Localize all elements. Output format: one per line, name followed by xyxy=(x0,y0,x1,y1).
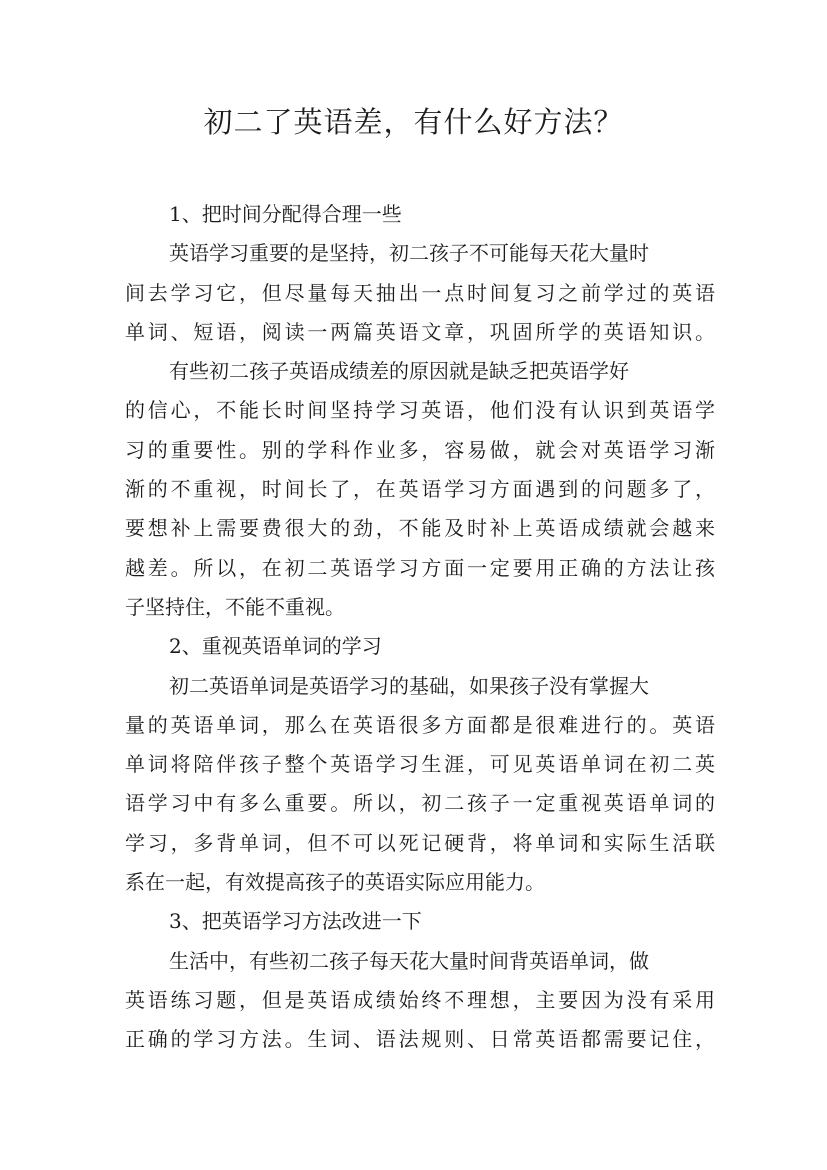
paragraph-line xyxy=(125,706,715,745)
text-line: 1、把时间分配得合理一些 xyxy=(169,202,402,226)
paragraph-line xyxy=(125,470,715,509)
paragraph-line xyxy=(125,391,715,430)
document-body xyxy=(125,195,715,1060)
paragraph-line xyxy=(125,234,715,273)
text-line: 英语学习重要的是坚持，初二孩子不可能每天花大量时 xyxy=(169,241,649,266)
text-line: 2、重视英语单词的学习 xyxy=(169,634,382,659)
paragraph-line xyxy=(125,431,715,470)
text-line: 量的英语单词，那么在英语很多方面都是很难进行的。英语 xyxy=(125,712,715,737)
paragraph-line xyxy=(125,509,715,548)
text-line: 单词、短语，阅读一两篇英语文章，巩固所学的英语知识。 xyxy=(125,319,715,344)
text-line: 要想补上需要费很大的劲，不能及时补上英语成绩就会越来 xyxy=(125,516,715,541)
paragraph-line xyxy=(125,1020,715,1059)
text-line: 间去学习它，但尽量每天抽出一点时间复习之前学过的英语 xyxy=(125,280,715,305)
text-line: 系在一起，有效提高孩子的英语实际应用能力。 xyxy=(125,870,545,895)
section-heading-1 xyxy=(125,195,715,234)
paragraph-line xyxy=(125,863,715,902)
text-line: 单词将陪伴孩子整个英语学习生涯，可见英语单词在初二英 xyxy=(125,752,715,777)
text-line: 的信心，不能长时间坚持学习英语，他们没有认识到英语学 xyxy=(125,398,715,423)
paragraph-line xyxy=(125,588,715,627)
section-heading-2 xyxy=(125,627,715,666)
text-line: 生活中，有些初二孩子每天花大量时间背英语单词，做 xyxy=(169,948,649,973)
paragraph-line xyxy=(125,274,715,313)
paragraph-line xyxy=(125,981,715,1020)
paragraph-line xyxy=(125,352,715,391)
text-line: 学习，多背单词，但不可以死记硬背，将单词和实际生活联 xyxy=(125,830,715,855)
text-line: 越差。所以，在初二英语学习方面一定要用正确的方法让孩 xyxy=(125,555,715,580)
paragraph-line xyxy=(125,942,715,981)
text-line: 子坚持住，不能不重视。 xyxy=(125,594,345,619)
text-line: 习的重要性。别的学科作业多，容易做，就会对英语学习渐 xyxy=(125,437,715,462)
paragraph-line xyxy=(125,549,715,588)
section-heading-3 xyxy=(125,902,715,941)
text-line: 3、把英语学习方法改进一下 xyxy=(169,909,422,934)
text-line: 正确的学习方法。生词、语法规则、日常英语都需要记住， xyxy=(125,1027,715,1052)
text-line: 有些初二孩子英语成绩差的原因就是缺乏把英语学好 xyxy=(169,359,629,384)
document-title: 初二了英语差，有什么好方法？ xyxy=(203,105,624,139)
paragraph-line xyxy=(125,667,715,706)
text-line: 初二英语单词是英语学习的基础，如果孩子没有掌握大 xyxy=(169,673,649,698)
paragraph-line xyxy=(125,745,715,784)
paragraph-line xyxy=(125,313,715,352)
text-line: 语学习中有多么重要。所以，初二孩子一定重视英语单词的 xyxy=(125,791,715,816)
text-line: 英语练习题，但是英语成绩始终不理想，主要因为没有采用 xyxy=(125,987,715,1012)
paragraph-line xyxy=(125,784,715,823)
text-line: 渐的不重视，时间长了，在英语学习方面遇到的问题多了， xyxy=(125,477,715,502)
paragraph-line xyxy=(125,824,715,863)
